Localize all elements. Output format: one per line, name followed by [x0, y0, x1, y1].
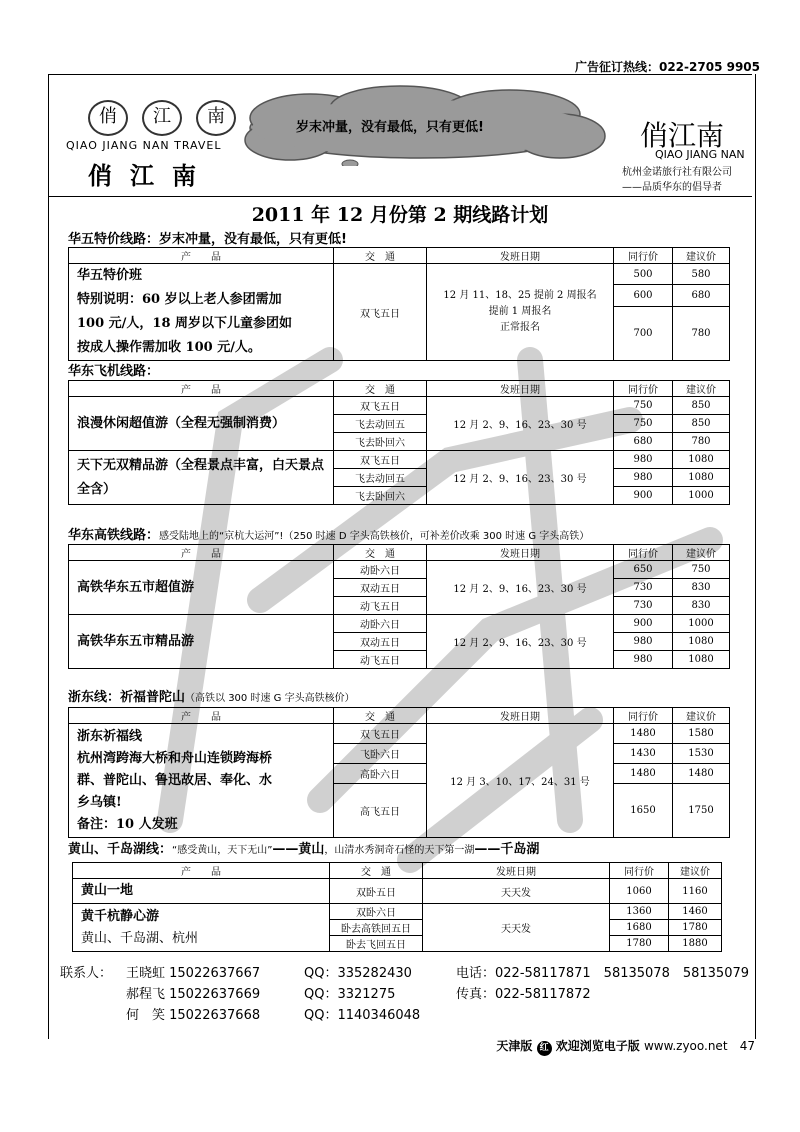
traffic-cell: 双飞五日 — [334, 264, 427, 361]
traffic-cell: 卧去高铁回五日 — [330, 920, 423, 936]
col-product: 产 品 — [69, 545, 334, 561]
col-suggest: 建议价 — [673, 381, 730, 397]
suggest-price: 1080 — [673, 469, 730, 487]
product-cell: 高铁华东五市超值游 — [69, 561, 334, 615]
logo-icons — [88, 100, 236, 136]
peer-price: 980 — [614, 633, 673, 651]
suggest-price: 1080 — [673, 651, 730, 669]
product-note: 乡乌镇! — [77, 794, 122, 810]
col-traffic: 交 通 — [334, 248, 427, 264]
contact-phone: 电话：022-58117871 58135078 58135079 — [456, 966, 750, 981]
traffic-cell: 飞去动回五 — [334, 469, 427, 487]
suggest-price: 680 — [673, 285, 730, 306]
page-number: 47 — [739, 1039, 755, 1053]
page-title: 2011 年 12 月份第 2 期线路计划 — [251, 204, 549, 226]
suggest-price: 780 — [673, 433, 730, 451]
product-cell: 浪漫休闲超值游（全程无强制消费） — [69, 397, 334, 451]
product-name: 黄千杭静心游 — [81, 908, 160, 924]
product-name: 华五特价班 — [77, 268, 143, 283]
col-traffic: 交 通 — [334, 708, 427, 724]
header-rule — [48, 196, 752, 197]
brand-company: 杭州金诺旅行社有限公司 — [622, 167, 732, 178]
section-heading: 浙东线：祈福普陀山 — [68, 690, 186, 705]
contact-qq: QQ：3321275 — [304, 987, 396, 1002]
logo-glyph-icon: 江 — [142, 100, 182, 136]
section-keyword: 千岛湖 — [500, 842, 540, 857]
peer-price: 650 — [614, 561, 673, 579]
contact-person: 郝程飞 15022637669 — [126, 987, 261, 1002]
product-cell: 黄山一地 — [73, 879, 330, 904]
suggest-price: 1460 — [669, 904, 722, 920]
traffic-cell: 双卧六日 — [330, 904, 423, 920]
col-traffic: 交 通 — [334, 381, 427, 397]
section-heading: 黄山、千岛湖线： — [68, 842, 173, 857]
col-suggest: 建议价 — [673, 545, 730, 561]
section-keyword: 黄山 — [298, 842, 325, 857]
col-dates: 发班日期 — [423, 863, 610, 879]
brand-english: QIAO JIANG NAN — [655, 148, 745, 161]
section-note: “感受黄山，天下无山” — [172, 845, 273, 856]
footer — [496, 1037, 755, 1056]
suggest-price: 1080 — [673, 633, 730, 651]
section-title-flight: 华东飞机线路： — [68, 364, 160, 379]
special-table — [68, 247, 730, 361]
peer-price: 1780 — [610, 936, 669, 952]
peer-price: 1650 — [614, 784, 673, 838]
suggest-price: 850 — [673, 415, 730, 433]
col-peer: 同行价 — [614, 381, 673, 397]
col-peer: 同行价 — [614, 708, 673, 724]
peer-price: 1680 — [610, 920, 669, 936]
traffic-cell: 双飞五日 — [334, 724, 427, 744]
peer-price: 1480 — [614, 764, 673, 784]
suggest-price: 1580 — [673, 724, 730, 744]
col-dates: 发班日期 — [427, 381, 614, 397]
dates-cell: 天天发 — [423, 904, 610, 952]
logo-glyph-icon: 俏 — [88, 100, 128, 136]
traffic-cell: 双动五日 — [334, 633, 427, 651]
suggest-price: 1880 — [669, 936, 722, 952]
col-dates: 发班日期 — [427, 545, 614, 561]
peer-price: 900 — [614, 487, 673, 505]
product-note: 特别说明：60 岁以上老人参团需加 — [77, 292, 282, 307]
suggest-price: 750 — [673, 561, 730, 579]
contact-qq: QQ：335282430 — [304, 966, 412, 981]
col-peer: 同行价 — [614, 248, 673, 264]
traffic-cell: 飞去卧回六 — [334, 433, 427, 451]
traffic-cell: 双飞五日 — [334, 397, 427, 415]
product-cell: 高铁华东五市精品游 — [69, 615, 334, 669]
date-line: 12 月 11、18、25 提前 2 周报名 — [443, 290, 597, 301]
contact-qq: QQ：1140346048 — [304, 1008, 421, 1023]
logo-glyph-icon: 南 — [196, 100, 236, 136]
col-suggest: 建议价 — [673, 248, 730, 264]
col-product: 产 品 — [69, 708, 334, 724]
peer-price: 1360 — [610, 904, 669, 920]
traffic-cell: 飞去动回五 — [334, 415, 427, 433]
dash: —— — [474, 842, 501, 857]
peer-price: 750 — [614, 415, 673, 433]
product-note: 杭州湾跨海大桥和舟山连锁跨海桥 — [77, 750, 273, 766]
col-suggest: 建议价 — [673, 708, 730, 724]
suggest-price: 1000 — [673, 487, 730, 505]
col-product: 产 品 — [69, 248, 334, 264]
suggest-price: 1530 — [673, 744, 730, 764]
peer-price: 700 — [614, 306, 673, 360]
suggest-price: 850 — [673, 397, 730, 415]
col-peer: 同行价 — [614, 545, 673, 561]
zhedong-table — [68, 707, 730, 838]
suggest-price: 1480 — [673, 764, 730, 784]
section-note: 感受陆地上的“京杭大运河”!（250 时速 D 字头高铁核价，可补差价改乘 300 时速 G 字头高铁） — [159, 531, 590, 542]
col-peer: 同行价 — [610, 863, 669, 879]
col-dates: 发班日期 — [427, 708, 614, 724]
peer-price: 730 — [614, 597, 673, 615]
date-line: 正常报名 — [500, 322, 540, 333]
dates-cell — [427, 264, 614, 361]
traffic-cell: 高飞五日 — [334, 784, 427, 838]
traffic-cell: 飞去卧回六 — [334, 487, 427, 505]
traffic-cell: 双动五日 — [334, 579, 427, 597]
peer-price: 680 — [614, 433, 673, 451]
dates-cell: 12 月 2、9、16、23、30 号 — [427, 451, 614, 505]
peer-price: 600 — [614, 285, 673, 306]
peer-price: 730 — [614, 579, 673, 597]
suggest-price: 1750 — [673, 784, 730, 838]
contact-person: 王晓虹 15022637667 — [126, 966, 261, 981]
peer-price: 500 — [614, 264, 673, 285]
col-traffic: 交 通 — [334, 545, 427, 561]
peer-price: 980 — [614, 651, 673, 669]
suggest-price: 1000 — [673, 615, 730, 633]
traffic-cell: 动飞五日 — [334, 651, 427, 669]
flight-table — [68, 380, 730, 505]
dates-cell: 天天发 — [423, 879, 610, 904]
peer-price: 1060 — [610, 879, 669, 904]
footer-text: 欢迎浏览电子版 — [555, 1039, 640, 1053]
suggest-price: 830 — [673, 597, 730, 615]
traffic-cell: 飞卧六日 — [334, 744, 427, 764]
peer-price: 980 — [614, 469, 673, 487]
section-title-special: 华五特价线路：岁末冲量，没有最低，只有更低! — [68, 232, 347, 247]
suggest-price: 780 — [673, 306, 730, 360]
section-title-zhedong — [68, 686, 355, 705]
logo-chinese: 俏江南 — [88, 161, 214, 190]
product-note: 群、普陀山、鲁迅故居、奉化、水 — [77, 772, 273, 788]
peer-price: 900 — [614, 615, 673, 633]
traffic-cell: 动飞五日 — [334, 597, 427, 615]
col-dates: 发班日期 — [427, 248, 614, 264]
section-title-huangshan — [68, 838, 539, 857]
product-cell — [73, 904, 330, 952]
cloud-slogan: 岁末冲量，没有最低，只有更低! — [296, 120, 484, 135]
peer-price: 750 — [614, 397, 673, 415]
traffic-cell: 双飞五日 — [334, 451, 427, 469]
dates-cell: 12 月 3、10、17、24、31 号 — [427, 724, 614, 838]
col-product: 产 品 — [73, 863, 330, 879]
dates-cell: 12 月 2、9、16、23、30 号 — [427, 561, 614, 615]
huangshan-table — [72, 862, 722, 952]
footer-edition: 天津版 — [496, 1039, 533, 1053]
section-note: ，山清水秀洞奇石怪的天下第一湖 — [324, 845, 475, 856]
peer-price: 1430 — [614, 744, 673, 764]
product-note: 100 元/人，18 周岁以下儿童参团如 — [77, 316, 293, 331]
rail-table — [68, 544, 730, 669]
contact-fax: 传真：022-58117872 — [456, 987, 591, 1002]
product-name: 浙东祈福线 — [77, 728, 143, 744]
product-cell — [69, 724, 334, 838]
section-title-rail — [68, 524, 589, 543]
brand-slogan: ——品质华东的倡导者 — [622, 182, 722, 193]
contact-person: 何 笑 15022637668 — [126, 1008, 261, 1023]
suggest-price: 580 — [673, 264, 730, 285]
col-suggest: 建议价 — [669, 863, 722, 879]
dates-cell: 12 月 2、9、16、23、30 号 — [427, 397, 614, 451]
col-traffic: 交 通 — [330, 863, 423, 879]
footer-url[interactable]: www.zyoo.net — [643, 1039, 728, 1053]
ad-hotline: 广告征订热线：022-2705 9905 — [574, 60, 760, 74]
traffic-cell: 双卧五日 — [330, 879, 423, 904]
traffic-cell: 卧去飞回五日 — [330, 936, 423, 952]
date-line: 提前 1 周报名 — [488, 306, 552, 317]
red-badge-icon: 红 — [537, 1041, 552, 1056]
peer-price: 980 — [614, 451, 673, 469]
brand-name: 俏江南 — [640, 119, 725, 152]
product-remark: 备注：10 人发班 — [77, 816, 178, 832]
suggest-price: 1080 — [673, 451, 730, 469]
suggest-price: 1780 — [669, 920, 722, 936]
suggest-price: 830 — [673, 579, 730, 597]
logo-english: QIAO JIANG NAN TRAVEL — [66, 139, 222, 152]
dates-cell: 12 月 2、9、16、23、30 号 — [427, 615, 614, 669]
product-note: 黄山、千岛湖、杭州 — [81, 930, 199, 946]
section-note: （高铁以 300 时速 G 字头高铁核价） — [185, 693, 355, 704]
contact-label: 联系人： — [60, 966, 113, 981]
product-cell — [69, 264, 334, 361]
dash: —— — [272, 842, 299, 857]
traffic-cell: 高卧六日 — [334, 764, 427, 784]
product-note: 按成人操作需加收 100 元/人。 — [77, 340, 261, 355]
col-product: 产 品 — [69, 381, 334, 397]
traffic-cell: 动卧六日 — [334, 615, 427, 633]
product-cell: 天下无双精品游（全程景点丰富，白天景点全含） — [69, 451, 334, 505]
suggest-price: 1160 — [669, 879, 722, 904]
peer-price: 1480 — [614, 724, 673, 744]
section-heading: 华东高铁线路： — [68, 528, 160, 543]
traffic-cell: 动卧六日 — [334, 561, 427, 579]
